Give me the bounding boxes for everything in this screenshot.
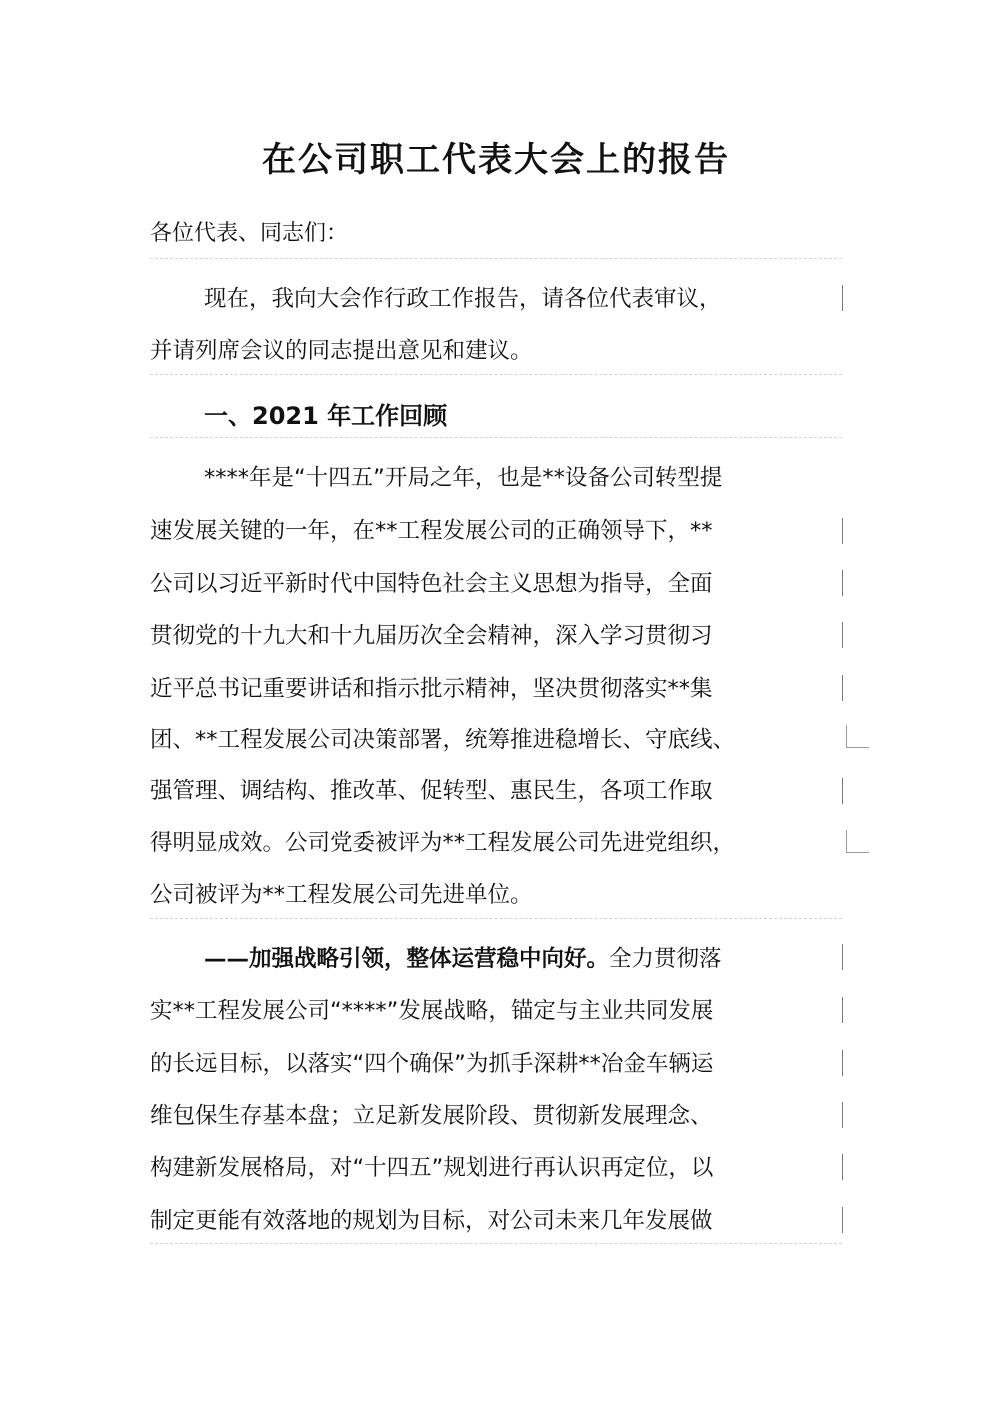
paragraph-line: 制定更能有效落地的规划为目标，对公司未来几年发展做 bbox=[150, 1208, 713, 1234]
margin-mark bbox=[842, 622, 843, 648]
paragraph-line: 强管理、调结构、推改革、促转型、惠民生，各项工作取 bbox=[150, 778, 713, 804]
section-divider bbox=[150, 437, 842, 438]
margin-mark bbox=[842, 997, 843, 1023]
margin-mark bbox=[842, 285, 843, 311]
paragraph-line: 实**工程发展公司“****”发展战略，锚定与主业共同发展 bbox=[150, 998, 714, 1024]
paragraph-line: 团、**工程发展公司决策部署，统筹推进稳增长、守底线、 bbox=[150, 727, 736, 753]
section-divider bbox=[150, 1243, 842, 1244]
paragraph-line: 并请列席会议的同志提出意见和建议。 bbox=[150, 338, 533, 364]
paragraph-text: 全力贯彻落 bbox=[609, 946, 722, 972]
section-divider bbox=[150, 374, 842, 375]
paragraph-line: 维包保生存基本盘；立足新发展阶段、贯彻新发展理念、 bbox=[150, 1103, 713, 1129]
margin-mark bbox=[842, 570, 843, 596]
margin-mark bbox=[842, 518, 843, 544]
margin-mark bbox=[846, 725, 869, 748]
margin-mark bbox=[846, 830, 869, 853]
paragraph-line: 构建新发展格局，对“十四五”规划进行再认识再定位，以 bbox=[150, 1155, 714, 1181]
section-divider bbox=[150, 258, 842, 259]
margin-mark bbox=[842, 944, 843, 970]
paragraph-line: ****年是“十四五”开局之年，也是**设备公司转型提 bbox=[204, 465, 723, 491]
paragraph-line: 公司以习近平新时代中国特色社会主义思想为指导，全面 bbox=[150, 571, 713, 597]
margin-mark bbox=[842, 1102, 843, 1128]
paragraph-line: 贯彻党的十九大和十九届历次全会精神，深入学习贯彻习 bbox=[150, 623, 713, 649]
margin-mark bbox=[842, 1154, 843, 1180]
paragraph-lead: ——加强战略引领，整体运营稳中向好。 bbox=[204, 946, 610, 972]
salutation: 各位代表、同志们： bbox=[150, 221, 349, 246]
margin-mark bbox=[842, 778, 843, 804]
margin-mark bbox=[842, 675, 843, 701]
section-divider bbox=[150, 918, 842, 919]
margin-mark bbox=[842, 1050, 843, 1076]
paragraph-line: 近平总书记重要讲话和指示批示精神，坚决贯彻落实**集 bbox=[150, 676, 713, 702]
paragraph-line: 公司被评为**工程发展公司先进单位。 bbox=[150, 882, 533, 908]
paragraph-line bbox=[204, 944, 854, 974]
paragraph-line: 的长远目标，以落实“四个确保”为抓手深耕**冶金车辆运 bbox=[150, 1051, 714, 1077]
paragraph-line: 得明显成效。公司党委被评为**工程发展公司先进党组织， bbox=[150, 830, 736, 856]
margin-mark bbox=[842, 1207, 843, 1233]
paragraph-line: 现在，我向大会作行政工作报告，请各位代表审议， bbox=[204, 286, 722, 312]
paragraph-line: 速发展关键的一年，在**工程发展公司的正确领导下，** bbox=[150, 518, 713, 544]
document-title: 在公司职工代表大会上的报告 bbox=[262, 140, 730, 180]
section-heading: 一、2021 年工作回顾 bbox=[204, 402, 448, 430]
